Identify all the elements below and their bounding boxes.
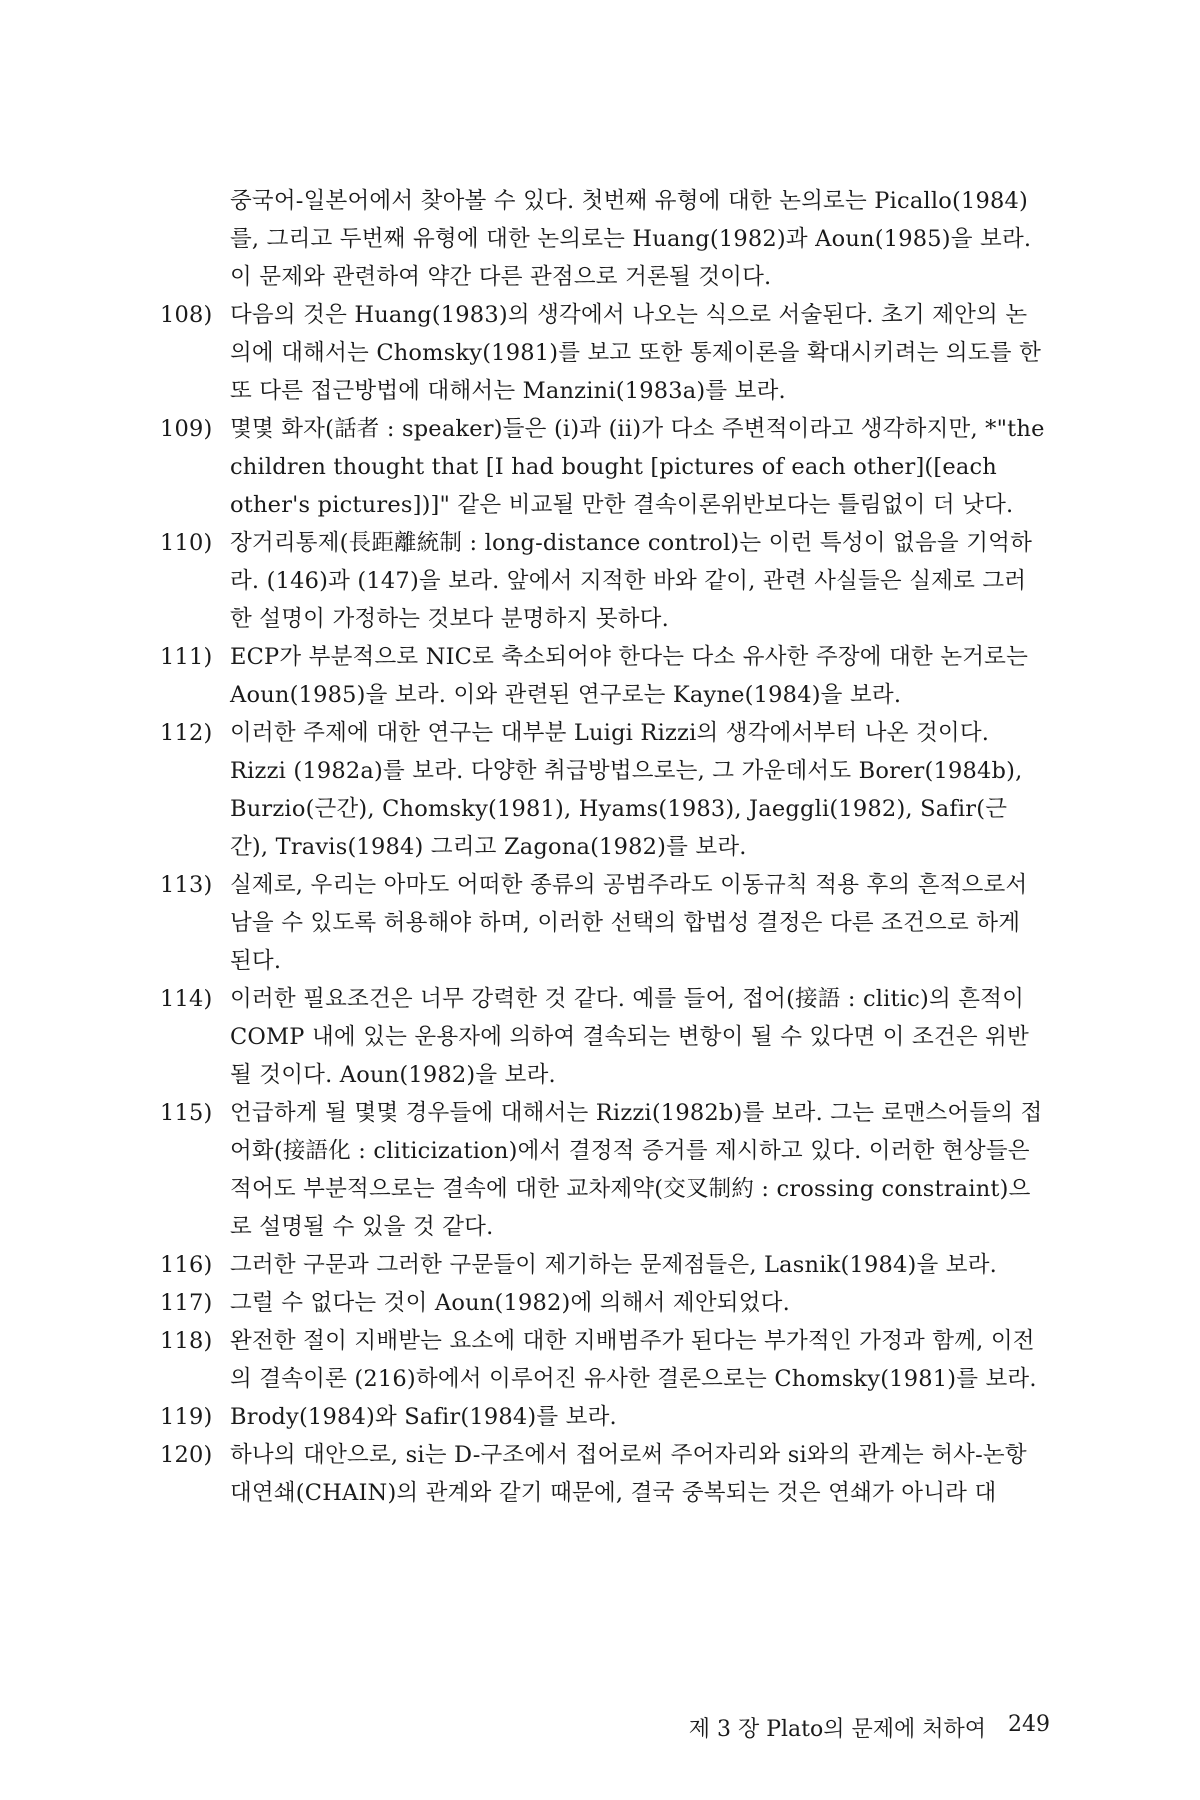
note-number: 109) xyxy=(160,416,213,442)
note-number: 112) xyxy=(160,720,213,746)
endnote-114 xyxy=(160,980,1045,1094)
note-number: 117) xyxy=(160,1290,213,1316)
note-text: ECP가 부분적으로 NIC로 축소되어야 한다는 다소 유사한 주장에 대한 논거로는 Aoun(1985)을 보라. 이와 관련된 연구로는 Kayne(1984)을 보라. xyxy=(230,644,1029,708)
endnote-110 xyxy=(160,524,1045,638)
endnotes xyxy=(160,182,1045,1512)
endnote-108 xyxy=(160,296,1045,410)
page-number: 249 xyxy=(1008,1712,1050,1737)
endnote-119 xyxy=(160,1398,1045,1436)
endnote-112 xyxy=(160,714,1045,866)
note-text: 몇몇 화자(話者 : speaker)들은 (i)과 (ii)가 다소 주변적이라고 생각하지만, *"the children thought that [I had bought [pictures of each other]([each other's pictures])]" 같은 비교될 만한 결속이론위반보다는 틀림없이 더 낫다. xyxy=(230,416,1045,518)
note-number: 118) xyxy=(160,1328,213,1354)
chapter-title: 제 3 장 Plato의 문제에 처하여 xyxy=(688,1717,986,1742)
note-number: 116) xyxy=(160,1252,213,1278)
running-footer xyxy=(610,1712,1050,1743)
note-number: 111) xyxy=(160,644,213,670)
note-number: 119) xyxy=(160,1404,213,1430)
continued-note-text: 중국어-일본어에서 찾아볼 수 있다. 첫번째 유형에 대한 논의로는 Picallo(1984)를, 그리고 두번째 유형에 대한 논의로는 Huang(1982)과 Aoun(1985)을 보라. 이 문제와 관련하여 약간 다른 관점으로 거론될 것이다. xyxy=(230,188,1032,290)
note-text: 완전한 절이 지배받는 요소에 대한 지배범주가 된다는 부가적인 가정과 함께, 이전의 결속이론 (216)하에서 이루어진 유사한 결론으로는 Chomsky(1981)를 보라. xyxy=(230,1328,1037,1392)
note-text: 그럴 수 없다는 것이 Aoun(1982)에 의해서 제안되었다. xyxy=(230,1290,790,1316)
note-text: 하나의 대안으로, si는 D-구조에서 접어로써 주어자리와 si와의 관계는 허사-논항 대연쇄(CHAIN)의 관계와 같기 때문에, 결국 중복되는 것은 연쇄가 아니라 대 xyxy=(230,1442,1027,1506)
note-text: 언급하게 될 몇몇 경우들에 대해서는 Rizzi(1982b)를 보라. 그는 로맨스어들의 접어화(接語化 : cliticization)에서 결정적 증거를 제시하고 있다. 이러한 현상들은 적어도 부분적으로는 결속에 대한 교차제약(交叉制約 : crossing constraint)으로 설명될 수 있을 것 같다. xyxy=(230,1100,1043,1240)
note-text: Brody(1984)와 Safir(1984)를 보라. xyxy=(230,1404,617,1430)
note-number: 115) xyxy=(160,1100,213,1126)
endnote-115 xyxy=(160,1094,1045,1246)
note-text: 이러한 주제에 대한 연구는 대부분 Luigi Rizzi의 생각에서부터 나온 것이다. Rizzi (1982a)를 보라. 다양한 취급방법으로는, 그 가운데서도 Borer(1984b), Burzio(근간), Chomsky(1981), Hyams(1983), Jaeggli(1982), Safir(근간), Travis(1984) 그리고 Zagona(1982)를 보라. xyxy=(230,720,1023,860)
note-number: 110) xyxy=(160,530,213,556)
note-number: 108) xyxy=(160,302,213,328)
note-number: 113) xyxy=(160,872,213,898)
endnote-116 xyxy=(160,1246,1045,1284)
note-text: 실제로, 우리는 아마도 어떠한 종류의 공범주라도 이동규칙 적용 후의 흔적으로서 남을 수 있도록 허용해야 하며, 이러한 선택의 합법성 결정은 다른 조건으로 하게 된다. xyxy=(230,872,1028,974)
note-text: 이러한 필요조건은 너무 강력한 것 같다. 예를 들어, 접어(接語 : clitic)의 흔적이 COMP 내에 있는 운용자에 의하여 결속되는 변항이 될 수 있다면 이 조건은 위반될 것이다. Aoun(1982)을 보라. xyxy=(230,986,1029,1088)
endnote-109 xyxy=(160,410,1045,524)
endnote-113 xyxy=(160,866,1045,980)
endnote-118 xyxy=(160,1322,1045,1398)
note-text: 장거리통제(長距離統制 : long-distance control)는 이런 특성이 없음을 기억하라. (146)과 (147)을 보라. 앞에서 지적한 바와 같이, 관련 사실들은 실제로 그러한 설명이 가정하는 것보다 분명하지 못하다. xyxy=(230,530,1033,632)
note-text: 그러한 구문과 그러한 구문들이 제기하는 문제점들은, Lasnik(1984)을 보라. xyxy=(230,1252,997,1278)
note-number: 120) xyxy=(160,1442,213,1468)
note-number: 114) xyxy=(160,986,213,1012)
note-text: 다음의 것은 Huang(1983)의 생각에서 나오는 식으로 서술된다. 초기 제안의 논의에 대해서는 Chomsky(1981)를 보고 또한 통제이론을 확대시키려는 의도를 한 또 다른 접근방법에 대해서는 Manzini(1983a)를 보라. xyxy=(230,302,1042,404)
endnote-111 xyxy=(160,638,1045,714)
endnote-117 xyxy=(160,1284,1045,1322)
endnote-120 xyxy=(160,1436,1045,1512)
